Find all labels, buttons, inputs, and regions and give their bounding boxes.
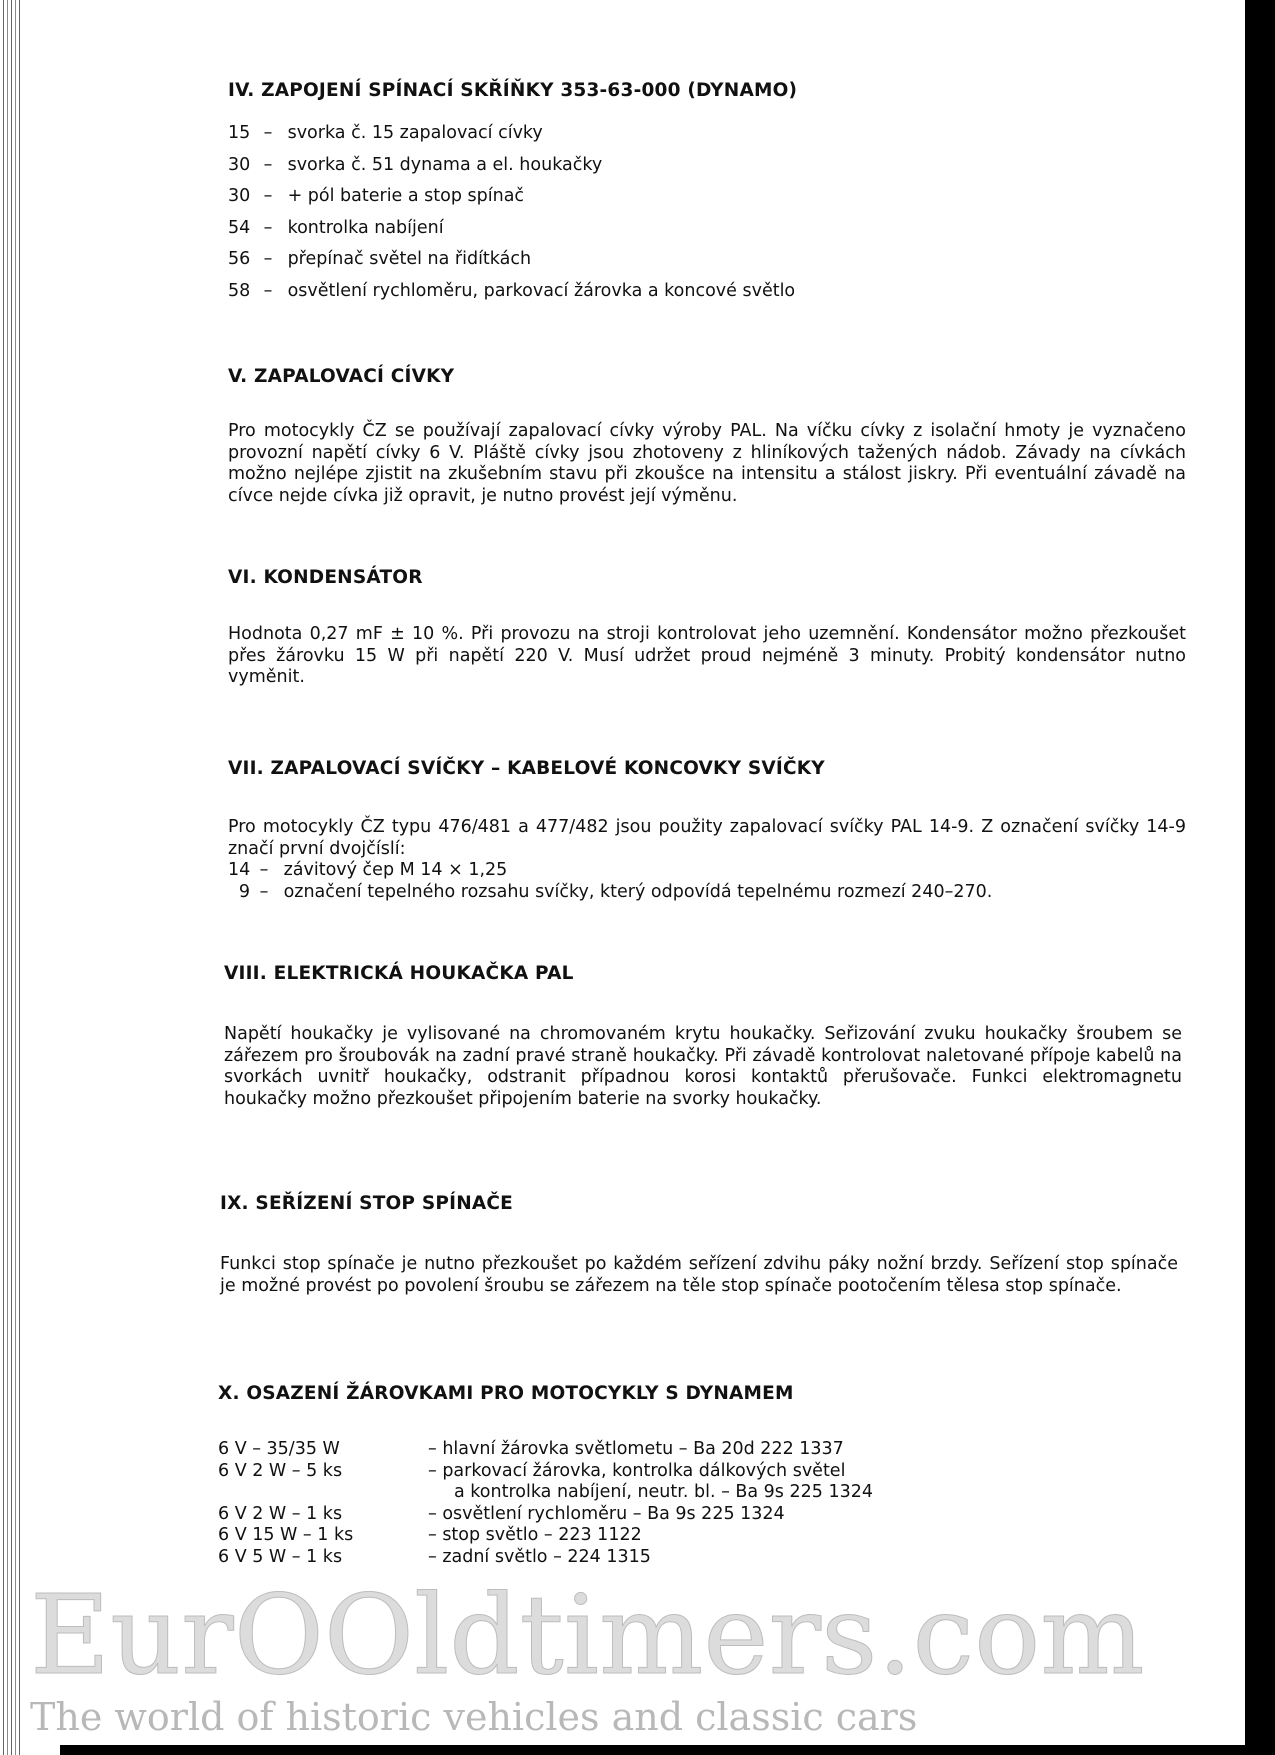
section-heading: VI. KONDENSÁTOR xyxy=(228,567,423,588)
section-heading: VII. ZAPALOVACÍ SVÍČKY – KABELOVÉ KONCOVKY SVÍČKY xyxy=(228,758,825,779)
watermark-tagline: The world of historic vehicles and classic cars xyxy=(30,1695,918,1739)
scan-edge-bottom xyxy=(60,1745,1250,1755)
item-text: svorka č. 51 dynama a el. houkačky xyxy=(287,154,603,175)
section-iv xyxy=(228,80,1186,307)
table-row xyxy=(218,1461,1176,1483)
bulb-spec xyxy=(218,1482,428,1504)
section-x xyxy=(218,1383,1176,1568)
item-number: 14 xyxy=(228,860,251,880)
table-row xyxy=(218,1482,1176,1504)
section-vi xyxy=(228,567,1186,689)
plug-code-list xyxy=(228,860,1186,903)
item-number: 54 xyxy=(228,217,251,238)
section-vii xyxy=(228,758,1186,903)
item-text: + pól baterie a stop spínač xyxy=(287,186,525,206)
bulb-spec: 6 V – 35/35 W xyxy=(218,1439,340,1459)
list-item: 30 – svorka č. 51 dynama a el. houkačky xyxy=(228,150,1186,182)
item-text: osvětlení rychloměru, parkovací žárovka a koncové světlo xyxy=(287,280,796,301)
bulb-description: – stop světlo – 223 1122 xyxy=(428,1525,642,1545)
item-text: svorka č. 15 zapalovací cívky xyxy=(287,123,543,143)
bulb-description: – zadní světlo – 224 1315 xyxy=(428,1546,651,1567)
bulb-spec: 6 V 2 W – 5 ks xyxy=(218,1460,343,1481)
item-number: 56 xyxy=(228,249,251,269)
terminal-list xyxy=(228,118,1186,307)
table-row xyxy=(218,1525,1176,1547)
list-item: 15 – svorka č. 15 zapalovací cívky xyxy=(228,118,1186,150)
section-heading: V. ZAPALOVACÍ CÍVKY xyxy=(228,366,455,387)
section-heading: IV. ZAPOJENÍ SPÍNACÍ SKŘÍŇKY 353-63-000 (DYNAMO) xyxy=(228,80,798,101)
list-item: 56 – přepínač světel na řidítkách xyxy=(228,244,1186,276)
list-item: 54 – kontrolka nabíjení xyxy=(228,213,1186,245)
item-text: závitový čep M 14 × 1,25 xyxy=(283,860,508,880)
scan-edge-right xyxy=(1245,0,1275,1755)
bulb-description: – parkovací žárovka, kontrolka dálkových světel xyxy=(428,1460,846,1481)
section-ix xyxy=(220,1193,1178,1297)
section-paragraph: Hodnota 0,27 mF ± 10 %. Při provozu na stroji kontrolovat jeho uzemnění. Kondensátor možno přezkoušet přes žárovku 15 W při napětí 220 V. Musí udržet proud nejméně 3 minuty. Probitý kondensátor nutno vyměnit. xyxy=(228,624,1186,687)
section-heading: VIII. ELEKTRICKÁ HOUKAČKA PAL xyxy=(224,963,574,984)
item-number: 58 xyxy=(228,280,251,301)
list-item: 30 – + pól baterie a stop spínač xyxy=(228,181,1186,213)
item-number: 9 xyxy=(238,881,250,902)
section-heading: X. OSAZENÍ ŽÁROVKAMI PRO MOTOCYKLY S DYNAMEM xyxy=(218,1383,794,1404)
section-paragraph: Napětí houkačky je vylisované na chromovaném krytu houkačky. Seřizování zvuku houkačky šroubem se zářezem pro šroubovák na zadní pravé straně houkačky. Při závadě kontrolovat naletované přípoje kabelů na svorkách uvnitř houkačky, odstranit případnou korosi kontaktů přerušovače. Funkci elektromagnetu houkačky možno přezkoušet připojením baterie na svorky houkačky. xyxy=(224,1024,1182,1109)
bulb-table xyxy=(218,1439,1176,1568)
watermark-logo: EurOOldtimers.com xyxy=(30,1571,1145,1699)
item-number: 15 xyxy=(228,123,251,143)
list-item: 58 – osvětlení rychloměru, parkovací žárovka a koncové světlo xyxy=(228,276,1186,308)
item-text: kontrolka nabíjení xyxy=(287,217,444,238)
section-paragraph: Pro motocykly ČZ se používají zapalovací cívky výroby PAL. Na víčku cívky z isolační hmoty je vyznačeno provozní napětí cívky 6 V. Pláště cívky jsou zhotoveny z hliníkových tažených nádob. Závady na cívkách možno nejlépe zjistit na zkušebním stavu při zkoušce na intensitu a stálost jiskry. Při eventuální závadě na cívce nejde cívka již opravit, je nutno provést její výměnu. xyxy=(228,421,1186,506)
item-number: 30 xyxy=(228,154,251,175)
bulb-description: a kontrolka nabíjení, neutr. bl. – Ba 9s 225 1324 xyxy=(454,1482,873,1502)
section-viii xyxy=(224,963,1182,1110)
bulb-spec: 6 V 5 W – 1 ks xyxy=(218,1546,343,1567)
table-row xyxy=(218,1547,1176,1569)
table-row xyxy=(218,1439,1176,1461)
item-text: přepínač světel na řidítkách xyxy=(287,249,532,269)
list-item: 14 – závitový čep M 14 × 1,25 xyxy=(228,860,508,880)
bulb-spec: 6 V 2 W – 1 ks xyxy=(218,1503,343,1524)
bulb-description: – hlavní žárovka světlometu – Ba 20d 222 1337 xyxy=(428,1439,844,1459)
section-paragraph: Pro motocykly ČZ typu 476/481 a 477/482 jsou použity zapalovací svíčky PAL 14-9. Z označení svíčky 14-9 značí první dvojčíslí: xyxy=(228,817,1186,859)
bulb-description: – osvětlení rychloměru – Ba 9s 225 1324 xyxy=(428,1503,785,1524)
table-row xyxy=(218,1504,1176,1526)
section-v xyxy=(228,366,1186,507)
item-number: 30 xyxy=(228,186,251,206)
section-paragraph: Funkci stop spínače je nutno přezkoušet po každém seřízení zdvihu páky nožní brzdy. Seřízení stop spínače je možné provést po povolení šroubu se zářezem na těle stop spínače pootočením tělesa stop spínače. xyxy=(220,1254,1178,1296)
scan-edge-left xyxy=(0,0,22,1755)
item-text: označení tepelného rozsahu svíčky, který odpovídá tepelnému rozmezí 240–270. xyxy=(283,881,993,902)
section-heading: IX. SEŘÍZENÍ STOP SPÍNAČE xyxy=(220,1193,514,1214)
bulb-spec: 6 V 15 W – 1 ks xyxy=(218,1525,354,1545)
list-item: 9 – označení tepelného rozsahu svíčky, který odpovídá tepelnému rozmezí 240–270. xyxy=(228,882,1186,904)
